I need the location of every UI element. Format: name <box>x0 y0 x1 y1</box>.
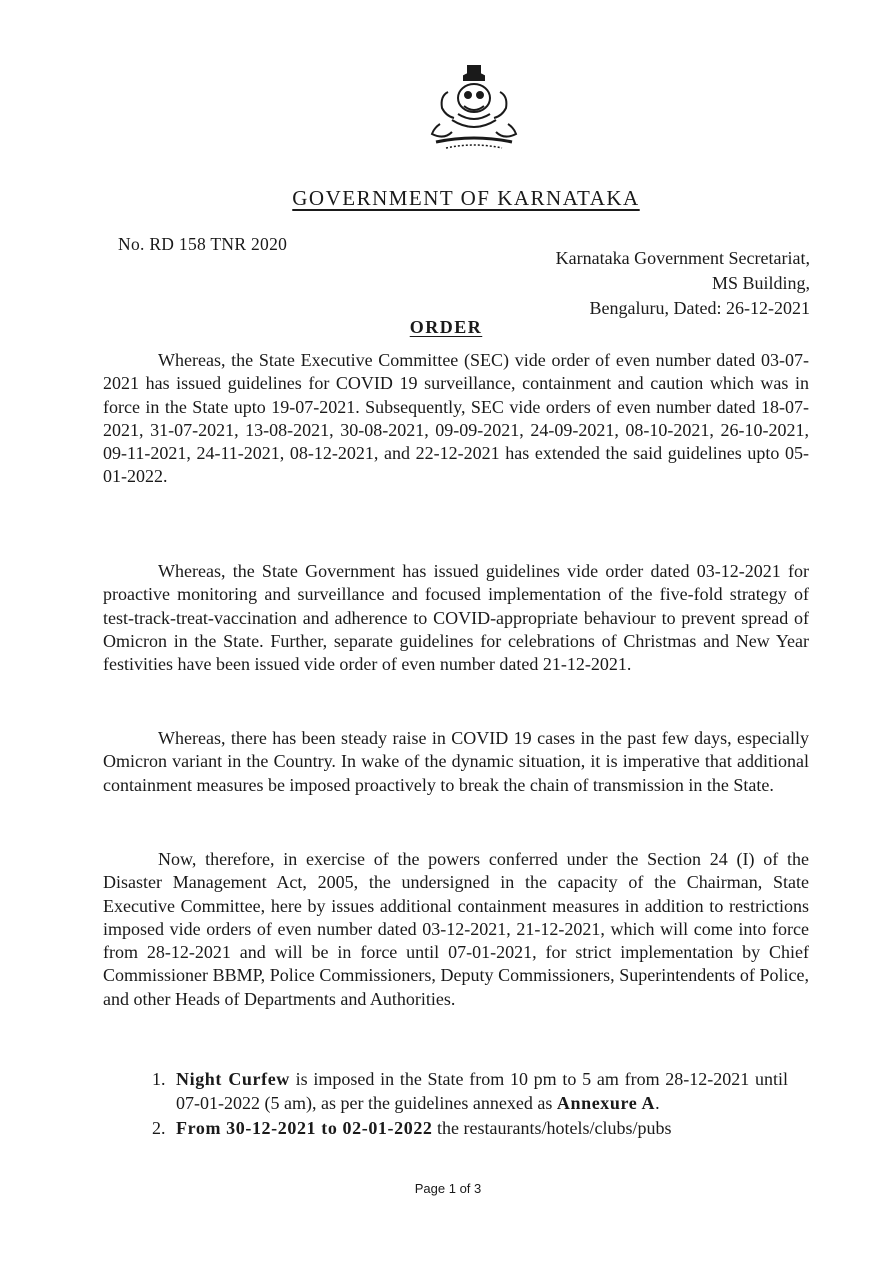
list-item <box>152 1068 788 1115</box>
containment-measures-list <box>152 1068 788 1143</box>
list-item-tail: . <box>655 1092 660 1113</box>
order-heading: ORDER <box>409 317 483 337</box>
issuing-office-address <box>556 246 810 321</box>
paragraph-rising-cases: Whereas, there has been steady raise in COVID 19 cases in the past few days, especially Omicron variant in the Country. In wake of the dynamic situation, it is imperative that additional containment measures be imposed proactively to break the chain of transmission in the State. <box>103 728 809 795</box>
list-item-bold-lead: From 30-12-2021 to 02-01-2022 <box>176 1118 433 1138</box>
list-item-text <box>176 1117 788 1141</box>
paragraph-omicron-guidelines: Whereas, the State Government has issued guidelines vide order dated 03-12-2021 for proactive monitoring and surveillance and focused implementation of the five-fold strategy of test-track-treat-vaccination and adherence to COVID-appropriate behaviour to prevent spread of Omicron in the State. Further, separate guidelines for celebrations of Christmas and New Year festivities have been issued vide order of even number dated 21-12-2021. <box>103 561 809 675</box>
list-item-text <box>176 1068 788 1115</box>
list-item-number: 1. <box>152 1069 166 1089</box>
order-number: No. RD 158 TNR 2020 <box>118 234 288 254</box>
address-line: Karnataka Government Secretariat, <box>555 248 810 268</box>
list-item-body: the restaurants/hotels/clubs/pubs <box>432 1118 672 1138</box>
list-item-number: 2. <box>152 1118 166 1138</box>
page-number: Page 1 of 3 <box>414 1181 482 1196</box>
address-line: MS Building, <box>711 273 810 293</box>
list-item-bold-lead: Night Curfew <box>176 1069 290 1089</box>
karnataka-state-emblem-icon <box>418 62 530 158</box>
paragraph-sec-guidelines: Whereas, the State Executive Committee (SEC) vide order of even number dated 03-07-2021 has issued guidelines for COVID 19 surveillance, containment and caution which was in force in the State upto 19-07-2021. Subsequently, SEC vide orders of even number dated 18-07-2021, 31-07-2021, 13-08-2021, 30-08-2021, 09-09-2021, 24-09-2021, 08-10-2021, 26-10-2021, 09-11-2021, 24-11-2021, 08-12-2021, and 22-12-2021 has extended the said guidelines upto 05-01-2022. <box>103 350 809 487</box>
annexure-reference: Annexure A <box>556 1092 656 1113</box>
list-item-body: is imposed in the State from 10 pm to 5 am from 28-12-2021 until 07-01-2022 (5 am), as per the guidelines annexed as <box>176 1069 789 1113</box>
address-date-line: Bengaluru, Dated: 26-12-2021 <box>589 298 810 318</box>
paragraph-order-powers: Now, therefore, in exercise of the powers conferred under the Section 24 (I) of the Disaster Management Act, 2005, the undersigned in the capacity of the Chairman, State Executive Committee, here by issues additional containment measures in addition to restrictions imposed vide orders of even number dated 03-12-2021, 21-12-2021, which will come into force from 28-12-2021 and will be in force until 07-01-2021, for strict implementation by Chief Commissioner BBMP, Police Commissioners, Deputy Commissioners, Superintendents of Police, and other Heads of Departments and Authorities. <box>103 849 809 1009</box>
government-heading: GOVERNMENT OF KARNATAKA <box>292 186 640 210</box>
list-item <box>152 1117 788 1141</box>
